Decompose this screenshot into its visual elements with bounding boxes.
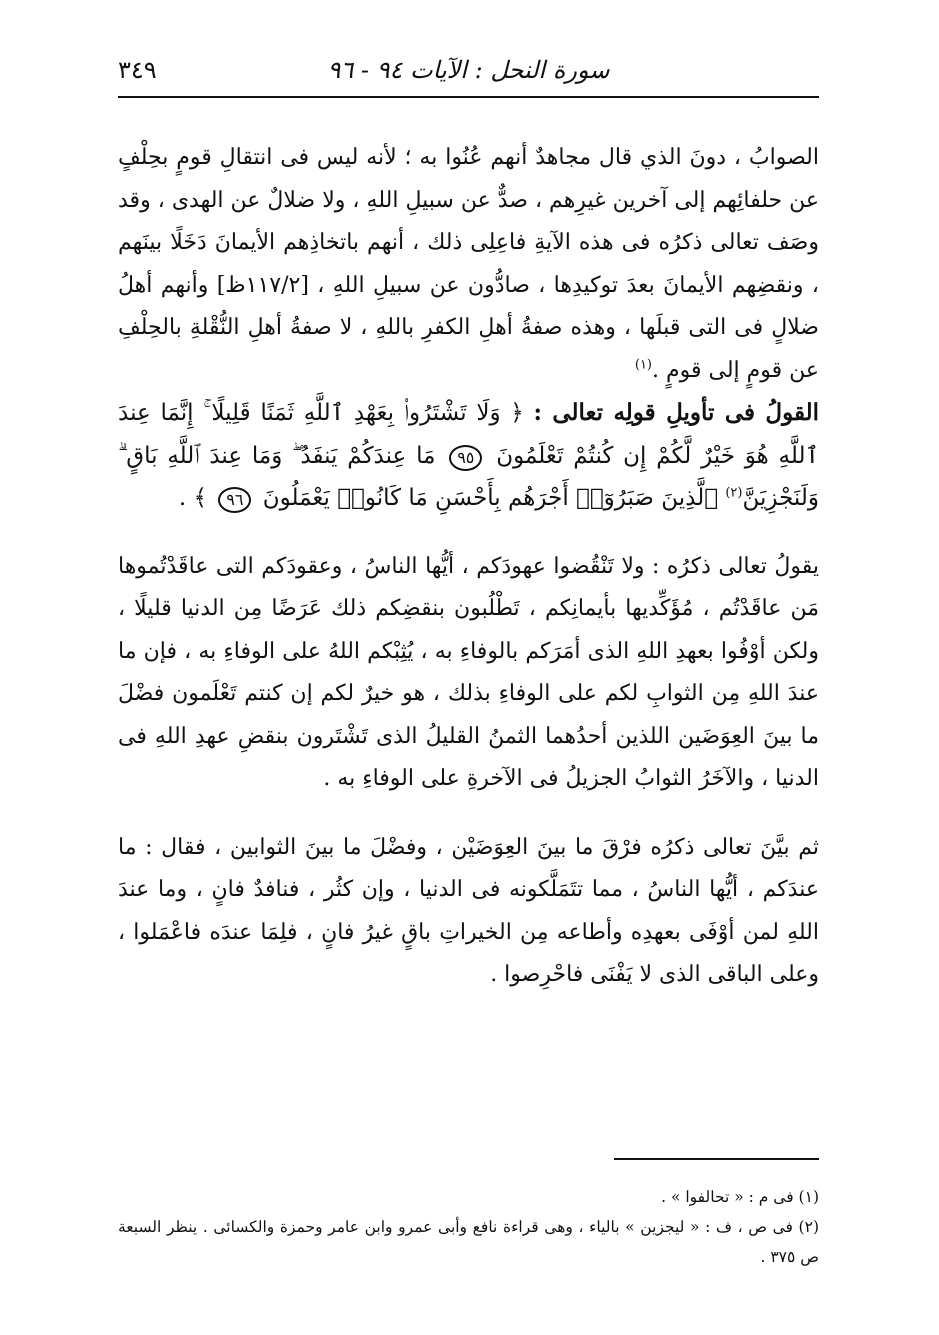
paragraph-3: ثم بيَّنَ تعالى ذكرُه فرْقَ ما بينَ العِوَضَيْن ، وفضْلَ ما بينَ الثوابين ، فقال : ما عندَكم ، أيُّها الناسُ ، مما تتَمَلَّكونه فى الدنيا ، وإن كثُر ، فنافدٌ فانٍ ، وما عندَ اللهِ لمن أوْفَى بعهدِه وأطاعه مِن الخيراتِ باقٍ غيرُ فانٍ ، فلِمَا عندَه فاعْمَلوا ، وعلى الباقى الذى لا يَفْنَى فاحْرِصوا . xyxy=(118,834,819,987)
quran-verse-96-part2: ٱلَّذِينَ صَبَرُوٓا۟ أَجْرَهُم بِأَحْسَنِ مَا كَانُوا۟ يَعْمَلُونَ xyxy=(262,485,719,511)
ayah-number-96: ٩٦ xyxy=(218,487,251,513)
footnote-2: (٢) فى ص ، ف : « ليجزين » بالياء ، وهى قراءة نافع وأبى عمرو وابن عامر وحمزة والكسائى . ينظر السبعة ص ٣٧٥ . xyxy=(118,1218,819,1266)
footnotes xyxy=(118,1182,819,1272)
ayah-number-95: ٩٥ xyxy=(449,445,482,471)
page-number: ٣٤٩ xyxy=(118,56,157,84)
quran-verse-95-text: ﴿ وَلَا تَشْتَرُوا۟ بِعَهْدِ ٱللَّهِ ثَمَنًا قَلِيلًا ۚ إِنَّمَا عِندَ ٱللَّهِ هُوَ خَيْرٌ لَّكُمْ إِن كُنتُمْ تَعْلَمُونَ xyxy=(118,400,819,469)
running-title: سورة النحل : الآيات ٩٤ - ٩٦ xyxy=(327,56,610,84)
footnote-marker-2: (٢) xyxy=(725,485,743,501)
paragraph-2: يقولُ تعالى ذكرُه : ولا تَنْقُضوا عهودَكم ، أيُّها الناسُ ، وعقودَكم التى عاقَدْتُموها مَن عاقَدْتُم ، مُؤَكِّديها بأيمانِكم ، تَطْلُبون بنقضِكم ذلك عَرَضًا مِن الدنيا قليلًا ، ولكن أوْفُوا بعهدِ اللهِ الذى أمَرَكم بالوفاءِ به ، يُثِبْكم اللهُ على الوفاءِ به ، فإن ما عندَ اللهِ مِن الثوابِ لكم على الوفاءِ بذلك ، هو خيرٌ لكم إن كنتم تَعْلَمون فضْلَ ما بينَ العِوَضَين اللذين أحدُهما الثمنُ القليلُ الذى تَشْتَرون بنقضِ عهدِ اللهِ فى الدنيا ، والآخَرُ الثوابُ الجزيلُ فى الآخرةِ على الوفاءِ به . xyxy=(118,553,819,791)
paragraph-1 xyxy=(118,137,819,392)
quran-closing-bracket: ﴾ . xyxy=(178,485,207,511)
footnote-1: (١) فى م : « تحالفوا » . xyxy=(661,1188,819,1206)
paragraph-gap xyxy=(118,520,819,546)
section-heading: القولُ فى تأويلِ قولِه تعالى : xyxy=(533,399,820,426)
quran-verse-96-part1: مَا عِندَكُمْ يَنفَدُ ۖ وَمَا عِندَ ٱللَّهِ بَاقٍ ۗ وَلَنَجْزِيَنَّ xyxy=(118,442,819,511)
main-text xyxy=(118,137,819,997)
footnote-marker-1: (١) xyxy=(634,357,652,373)
paragraph-1-text: الصوابُ ، دونَ الذي قال مجاهدٌ أنهم عُنُوا به ؛ لأنه ليس فى انتقالِ قومٍ بحِلْفٍ عن حلفائِهم إلى آخرين غيرِهم ، صدٌّ عن سبيلِ اللهِ ، ولا ضلالٌ عن الهدى ، وقد وصَف تعالى ذكرُه فى هذه الآيةِ فاعِلِى ذلك ، أنهم باتخاذِهم الأيمانَ دَخَلًا بينَهم ، ونقضِهم الأيمانَ بعدَ توكيدِها ، صادُّون عن سبيلِ اللهِ ، [١١٧/٢ظ] وأنهم أهلُ ضلالٍ فى التى قبلَها ، وهذه صفةُ أهلِ الكفرِ باللهِ ، لا صفةُ أهلِ النُّقْلةِ بالحِلْفِ عن قومٍ إلى قومٍ . xyxy=(118,145,820,383)
footnote-separator xyxy=(614,1158,819,1160)
quran-passage xyxy=(118,392,819,520)
running-header xyxy=(118,52,819,98)
paragraph-gap xyxy=(118,801,819,827)
